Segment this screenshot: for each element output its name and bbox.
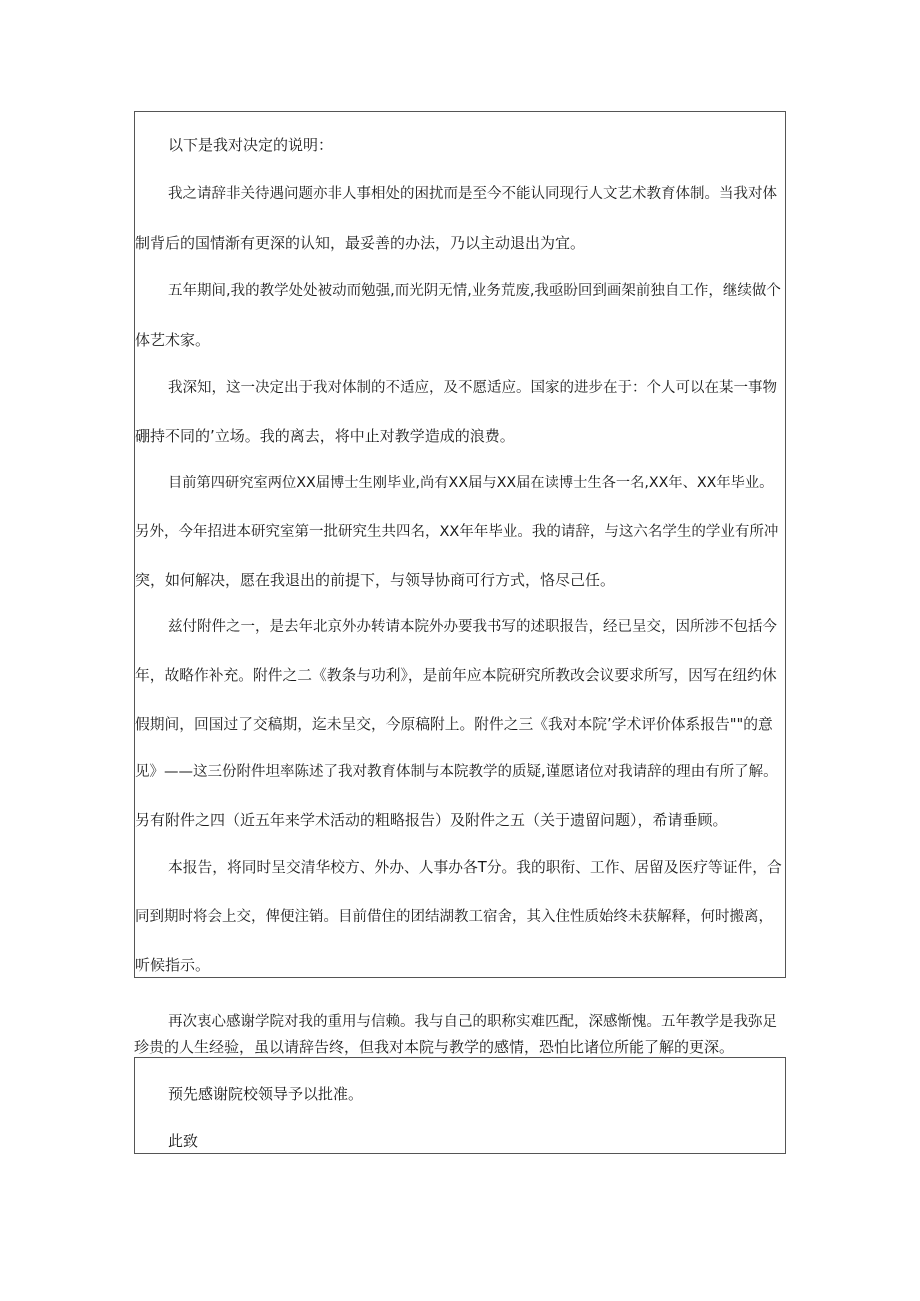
thanks-paragraph-line: 珍贵的人生经验，虽以请辞告终，但我对本院与教学的感情，恐怕比诸位所能了解的更深。: [134, 1038, 735, 1056]
paragraph-line: 假期间，回国过了交稿期，迄未呈交，今原稿附上。附件之三《我对本院’学术评价体系报告""的意: [135, 716, 773, 733]
letter-section-box: [134, 111, 786, 978]
paragraph-line: 见》——这三份附件坦率陈述了我对教育体制与本院教学的质疑,谨愿诸位对我请辞的理由有所了解。: [135, 764, 778, 780]
paragraph-line: 硼持不同的’立场。我的离去，将中止对教学造成的浪费。: [135, 427, 515, 445]
paragraph-line: 年，故略作补充。附件之二《教条与功利》，是前年应本院研究所教改会议要求所写，因写在纽约休: [135, 667, 777, 684]
paragraph-line: 制背后的国情渐有更深的认知，最妥善的办法，乃以主动退出为宜。: [135, 234, 586, 252]
paragraph-line: 体艺术家。: [135, 331, 211, 349]
paragraph-line: 兹付附件之一，是去年北京外办转请本院外办要我书写的述职报告，经已呈交，因所涉不包括今: [168, 619, 777, 635]
paragraph-line: 本报告，将同时呈交清华校方、外办、人事办各T分。我的职衔、工作、居留及医疗等证件，合: [168, 859, 782, 876]
closing-section-box: [134, 1057, 786, 1154]
paragraph-line: 突，如何解决，愿在我退出的前提下，与领导协商可行方式，恪尽己任。: [135, 571, 616, 589]
closing-salutation: 此致: [168, 1132, 199, 1150]
paragraph-line: 我深知，这一决定出于我对体制的不适应，及不愿适应。国家的进步在于：个人可以在某一事物: [168, 380, 777, 396]
paragraph-line: 我之请辞非关待遇问题亦非人事相处的困扰而是至今不能认同现行人文艺术教育体制。当我对体: [168, 186, 777, 202]
paragraph-line: 五年期间,我的教学处处被动而勉强,而光阴无情,业务荒废,我亟盼回到画架前独自工作，继续做个: [168, 283, 781, 299]
approval-thanks-line: 预先感谢院校领导予以批准。: [168, 1085, 364, 1103]
paragraph-line: 另有附件之四（近五年来学术活动的粗略报告）及附件之五（关于遗留问题），希请垂顾。: [135, 811, 728, 829]
intro-line: 以下是我对决定的说明：: [168, 136, 334, 154]
paragraph-line: 目前第四研究室两位XX届博士生刚毕业,尚有XX届与XX届在读博士生各一名,XX年、XX年毕业。: [168, 475, 774, 491]
paragraph-line: 另外，今年招进本研究室第一批研究生共四名，XX年年毕业。我的请辞，与这六名学生的学业有所冲: [135, 524, 779, 540]
paragraph-line: 听候指示。: [135, 956, 211, 974]
paragraph-line: 同到期时将会上交，俾便注销。目前借住的团结湖教工宿舍，其入住性质始终未获解释，何时搬离，: [135, 909, 773, 925]
thanks-paragraph-line: 再次衷心感谢学院对我的重用与信赖。我与自己的职称实难匹配，深感惭愧。五年教学是我弥足: [168, 1014, 777, 1030]
